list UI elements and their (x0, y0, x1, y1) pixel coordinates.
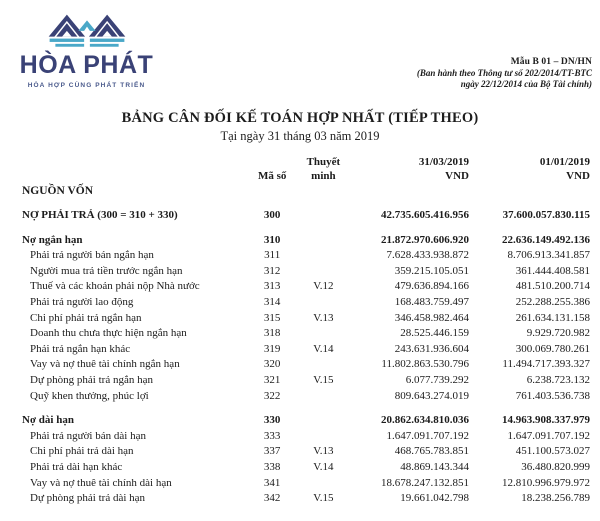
row-code: 311 (264, 249, 281, 262)
row-amount-current: 11.802.863.530.796 (381, 358, 469, 371)
column-header-note-line2: minh (311, 169, 336, 182)
table-body (22, 184, 590, 507)
column-header-amount1-date: 31/03/2019 (418, 156, 469, 168)
row-note-reference: V.14 (313, 342, 334, 355)
row-note-reference: V.13 (313, 311, 334, 324)
row-label: Nợ dài hạn (22, 414, 74, 427)
row-note-reference (299, 326, 348, 342)
table-row (22, 342, 590, 358)
row-amount-current: 1.647.091.707.192 (386, 429, 469, 442)
row-amount-previous: 11.494.717.393.327 (502, 358, 590, 371)
hoa-phat-logo-icon (39, 6, 135, 52)
row-code: 322 (263, 389, 281, 402)
logo-wordmark: HÒA PHÁT (19, 51, 154, 79)
row-code: 333 (263, 429, 281, 442)
row-label: Phải trả người lao động (30, 296, 134, 309)
table-row (22, 413, 590, 429)
row-code: 318 (263, 327, 281, 340)
document-header (0, 0, 600, 100)
table-row (22, 295, 590, 311)
table-row (22, 248, 590, 264)
table-header (22, 156, 590, 184)
row-code: 313 (263, 280, 281, 293)
row-amount-current: 468.765.783.851 (394, 445, 469, 458)
row-note-reference (299, 357, 348, 373)
company-logo (14, 6, 159, 89)
column-header-label (22, 156, 246, 184)
row-amount-current: 168.483.759.497 (394, 296, 469, 309)
row-code: 330 (263, 414, 281, 427)
row-label: Chi phí phải trả dài hạn (30, 445, 134, 458)
form-reference (417, 57, 592, 89)
row-label: Phải trả ngắn hạn khác (30, 342, 131, 355)
row-amount-current: 19.661.042.798 (400, 492, 469, 505)
row-label: Người mua trả tiền trước ngắn hạn (30, 264, 183, 277)
table-row (22, 233, 590, 249)
row-note-reference (299, 233, 348, 249)
row-label: Quỹ khen thưởng, phúc lợi (30, 389, 149, 402)
row-note-reference (299, 389, 348, 405)
column-header-code-text: Mã số (257, 169, 287, 182)
table-row (22, 311, 590, 327)
row-amount-previous: 761.403.536.738 (515, 389, 590, 402)
row-note-reference: V.12 (313, 280, 334, 293)
table-row (22, 429, 590, 445)
balance-sheet (0, 156, 600, 507)
row-label: Dự phòng phải trả ngắn hạn (30, 374, 153, 387)
row-note-reference (299, 295, 348, 311)
table-spacer-row (22, 224, 590, 233)
section-heading-row (22, 184, 590, 200)
row-amount-current: 346.458.982.464 (394, 311, 469, 324)
table-row (22, 208, 590, 224)
row-amount-current: 243.631.936.604 (394, 342, 469, 355)
row-amount-previous: 18.238.256.789 (521, 492, 590, 505)
column-header-amount1-currency: VND (445, 169, 469, 182)
table-row (22, 491, 590, 507)
row-amount-previous: 261.634.131.158 (515, 311, 590, 324)
row-amount-previous: 252.288.255.386 (515, 296, 590, 309)
row-amount-current: 18.678.247.132.851 (380, 476, 469, 489)
row-amount-previous: 12.810.996.979.972 (502, 476, 590, 489)
row-code: 342 (263, 492, 281, 505)
row-note-reference (299, 476, 348, 492)
row-note-reference: V.15 (313, 492, 334, 505)
row-label: Chi phí phải trả ngắn hạn (30, 311, 142, 324)
row-label: Vay và nợ thuê tài chính dài hạn (30, 476, 172, 489)
row-amount-current: 21.872.970.606.920 (380, 233, 469, 246)
row-amount-previous: 36.480.820.999 (521, 461, 590, 473)
row-amount-current: 20.862.634.810.036 (380, 414, 469, 427)
row-code: 338 (263, 461, 281, 473)
column-header-note (299, 156, 348, 184)
row-note-reference: V.13 (313, 445, 334, 458)
row-label: Vay và nợ thuê tài chính ngắn hạn (30, 358, 180, 371)
row-amount-current: 479.636.894.166 (394, 280, 469, 293)
table-row (22, 444, 590, 460)
row-code: 312 (263, 264, 281, 277)
table-row (22, 326, 590, 342)
row-amount-current: 42.735.605.416.956 (380, 209, 469, 222)
row-note-reference (299, 264, 348, 280)
row-amount-previous: 9.929.720.982 (526, 327, 590, 340)
row-code: 320 (263, 358, 281, 371)
row-amount-previous: 8.706.913.341.857 (507, 249, 590, 262)
section-heading-nguon-von: NGUỒN VỐN (22, 184, 94, 197)
logo-tagline: HÒA HỢP CÙNG PHÁT TRIỂN (27, 82, 146, 89)
column-header-note-line1: Thuyết (306, 156, 341, 168)
row-note-reference: V.15 (313, 374, 334, 387)
row-label: Thuế và các khoản phải nộp Nhà nước (30, 280, 200, 293)
row-amount-previous: 361.444.408.581 (515, 264, 590, 277)
table-row (22, 279, 590, 295)
row-note-reference (299, 413, 348, 429)
row-code: 315 (263, 311, 281, 324)
form-reference-title: Mẫu B 01 – DN/HN (510, 57, 592, 67)
form-reference-line2: ngày 22/12/2014 của Bộ Tài chính) (460, 78, 592, 89)
table-spacer-row (22, 404, 590, 413)
column-header-code (246, 156, 299, 184)
row-amount-previous: 14.963.908.337.979 (502, 414, 590, 427)
row-code: 310 (263, 233, 281, 246)
row-amount-current: 6.077.739.292 (405, 374, 469, 387)
row-code: 300 (263, 209, 281, 222)
row-code: 321 (263, 374, 281, 387)
balance-sheet-table (22, 156, 590, 507)
row-amount-previous: 22.636.149.492.136 (502, 233, 590, 246)
row-amount-current: 28.525.446.159 (400, 327, 469, 340)
row-amount-current: 359.215.105.051 (394, 264, 469, 277)
row-amount-previous: 451.100.573.027 (515, 445, 590, 458)
row-label: Dự phòng phải trả dài hạn (30, 492, 146, 505)
column-header-amount2 (469, 156, 590, 184)
table-row (22, 460, 590, 476)
table-spacer-row (22, 199, 590, 208)
row-label: Phải trả dài hạn khác (30, 461, 123, 473)
form-reference-line1: (Ban hành theo Thông tư số 202/2014/TT-BTC (416, 68, 592, 79)
row-amount-current: 48.869.143.344 (400, 461, 469, 473)
row-amount-previous: 37.600.057.830.115 (502, 209, 590, 222)
row-amount-previous: 300.069.780.261 (515, 342, 590, 355)
page-subtitle: Tại ngày 31 tháng 03 năm 2019 (220, 129, 380, 143)
row-amount-previous: 1.647.091.707.192 (507, 429, 590, 442)
table-row (22, 373, 590, 389)
row-note-reference (299, 429, 348, 445)
column-header-amount2-currency: VND (566, 169, 590, 182)
row-code: 314 (263, 296, 281, 309)
row-code: 341 (263, 476, 281, 489)
row-note-reference (299, 208, 348, 224)
table-row (22, 389, 590, 405)
column-header-amount1 (348, 156, 469, 184)
row-code: 337 (263, 445, 281, 458)
page-title: BẢNG CÂN ĐỐI KẾ TOÁN HỢP NHẤT (TIẾP THEO) (121, 110, 479, 126)
row-label: Nợ ngắn hạn (22, 233, 83, 246)
row-label: NỢ PHẢI TRẢ (300 = 310 + 330) (22, 209, 178, 222)
row-amount-previous: 6.238.723.132 (526, 374, 590, 387)
row-label: Doanh thu chưa thực hiện ngắn hạn (30, 327, 187, 340)
table-row (22, 476, 590, 492)
row-amount-current: 7.628.433.938.872 (386, 249, 469, 262)
table-row (22, 264, 590, 280)
table-row (22, 357, 590, 373)
row-amount-current: 809.643.274.019 (394, 389, 469, 402)
row-code: 319 (263, 342, 281, 355)
row-note-reference (299, 248, 348, 264)
row-amount-previous: 481.510.200.714 (515, 280, 590, 293)
row-label: Phải trả người bán ngắn hạn (30, 249, 154, 262)
row-note-reference: V.14 (313, 461, 334, 473)
column-header-amount2-date: 01/01/2019 (539, 156, 590, 168)
row-label: Phải trả người bán dài hạn (30, 429, 146, 442)
